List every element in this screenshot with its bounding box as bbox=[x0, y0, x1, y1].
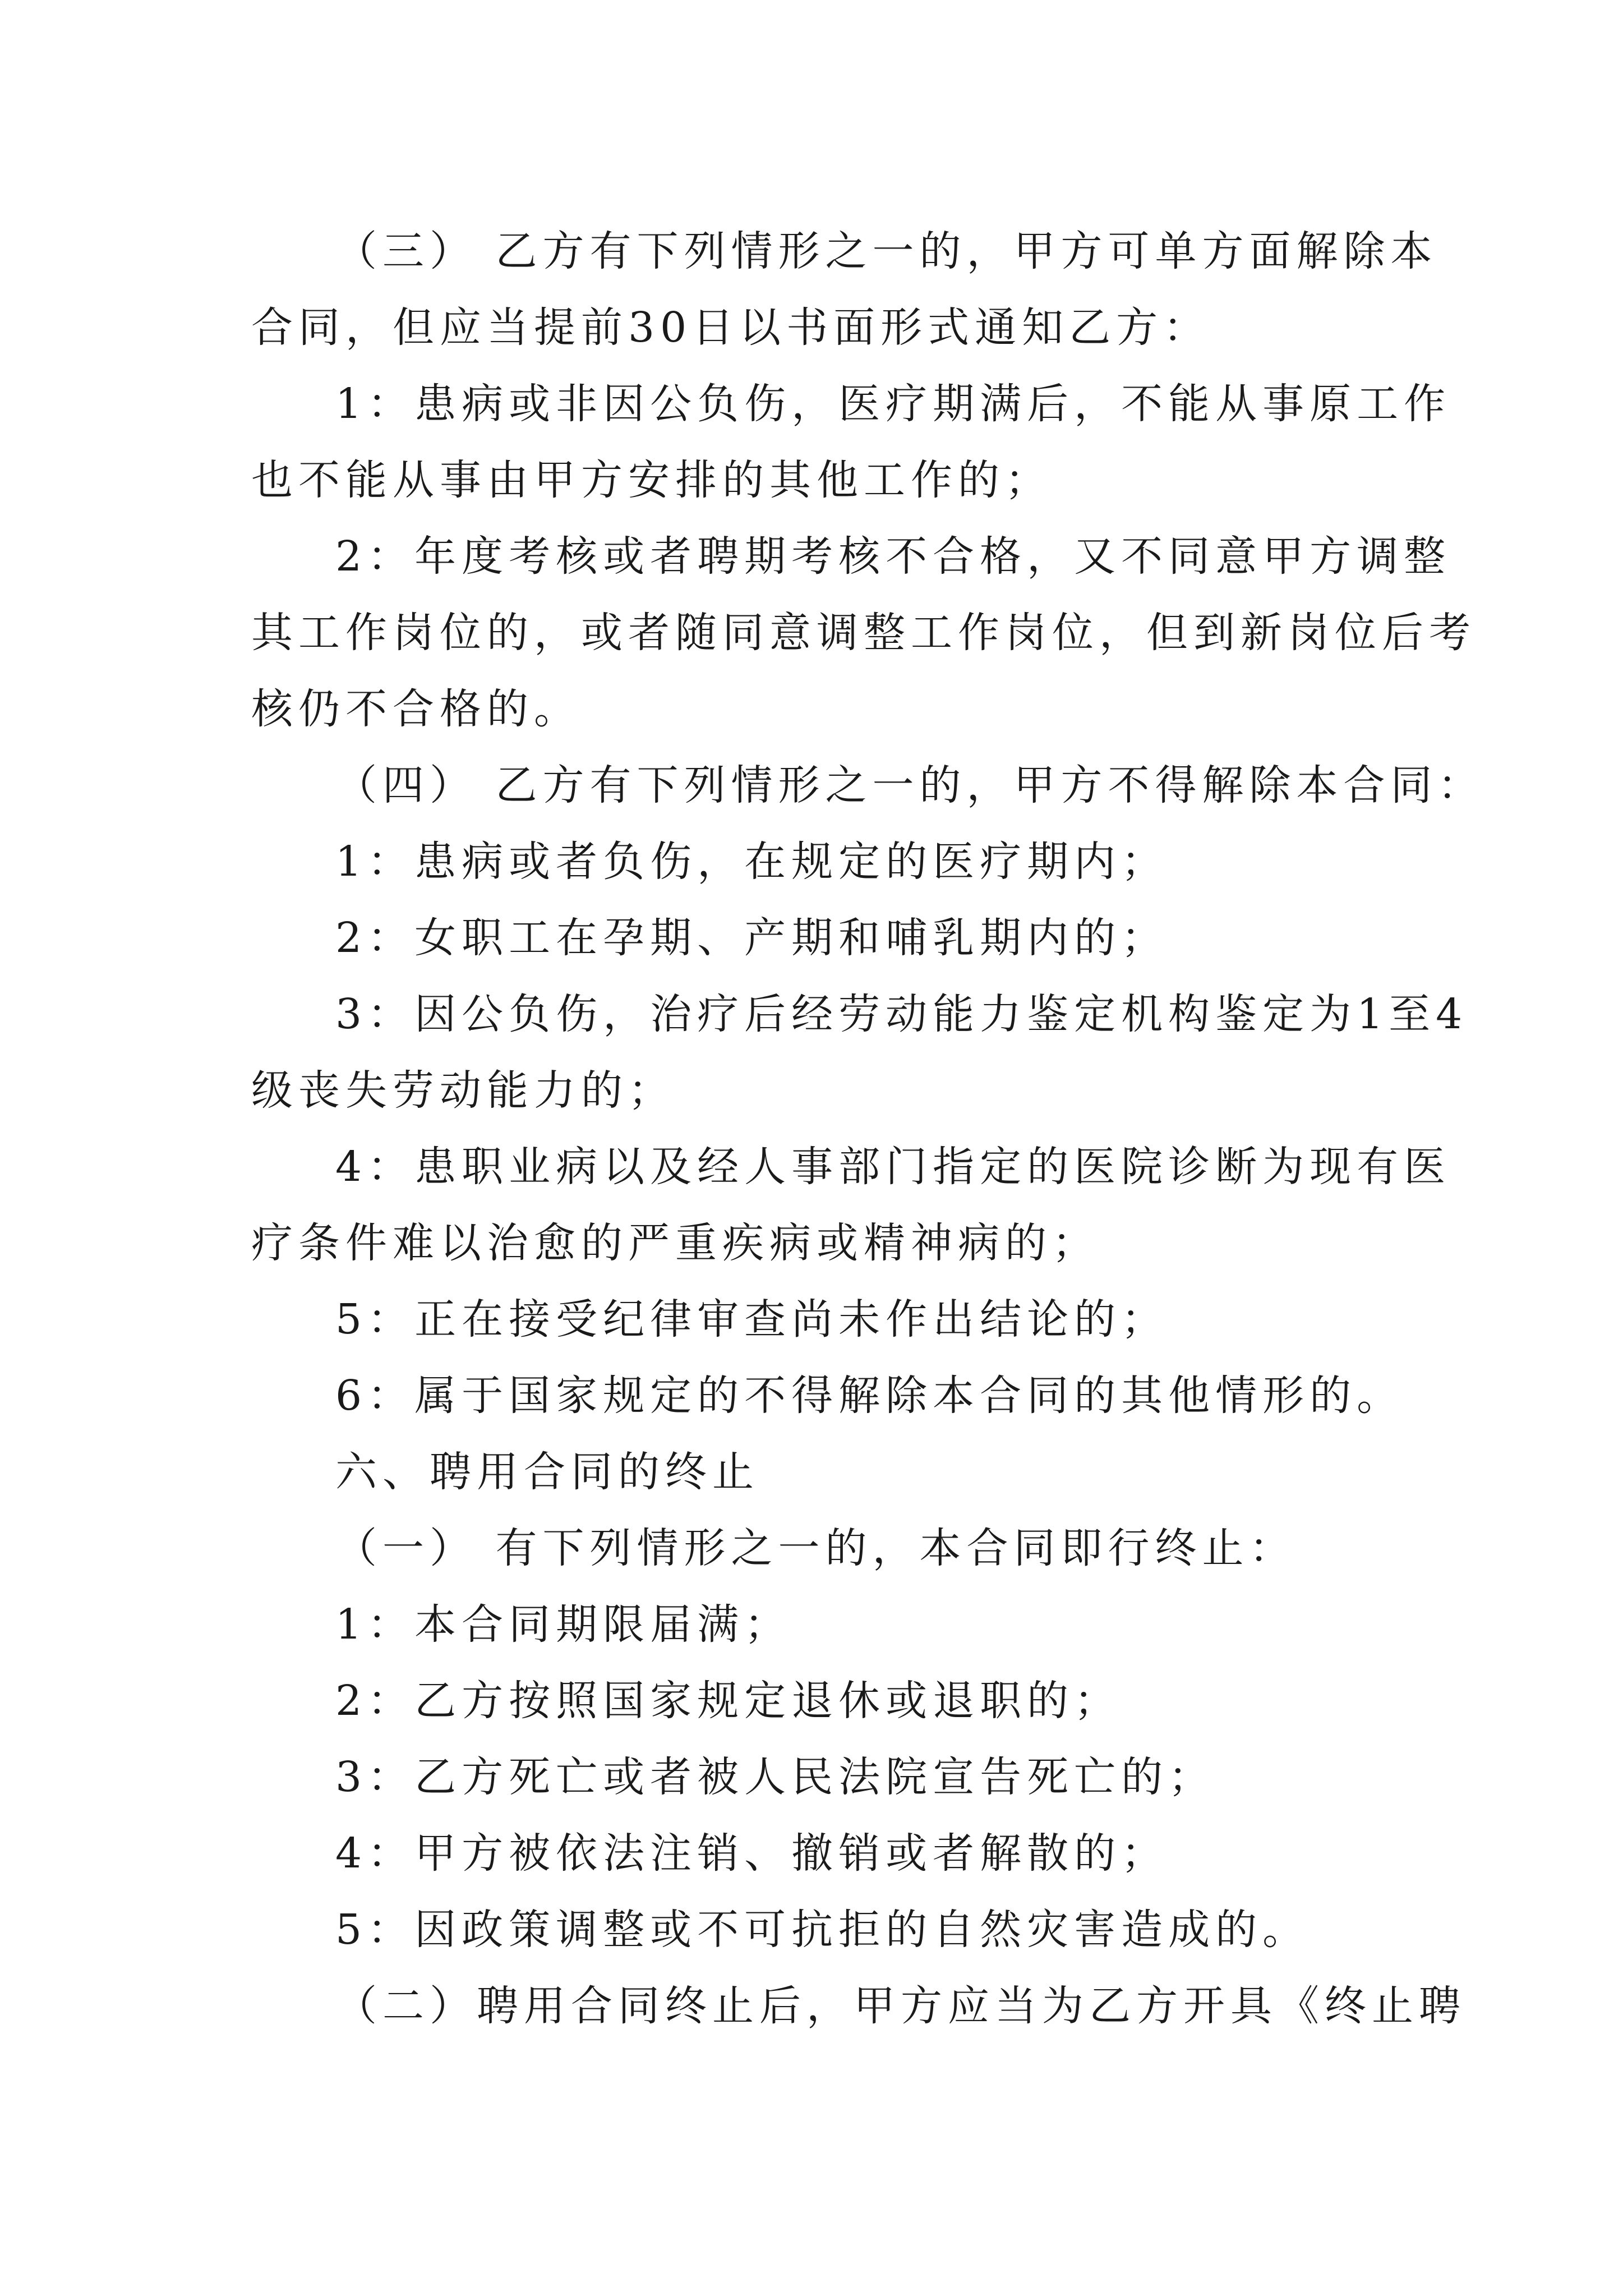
paragraph-line: 1：患病或者负伤，在规定的医疗期内； bbox=[335, 838, 1169, 886]
paragraph-line: 1：患病或非因公负伤，医疗期满后，不能从事原工作 bbox=[335, 380, 1451, 428]
paragraph-line: 4：患职业病以及经人事部门指定的医院诊断为现有医 bbox=[335, 1143, 1451, 1191]
paragraph-line: 2：女职工在孕期、产期和哺乳期内的； bbox=[335, 914, 1169, 962]
paragraph-line: 4：甲方被依法注销、撤销或者解散的； bbox=[335, 1829, 1169, 1878]
paragraph-line: 疗条件难以治愈的严重疾病或精神病的； bbox=[251, 1219, 1099, 1267]
paragraph-line: 5：因政策调整或不可抗拒的自然灾害造成的。 bbox=[335, 1906, 1310, 1954]
paragraph-line: 2：年度考核或者聘期考核不合格，又不同意甲方调整 bbox=[335, 532, 1451, 581]
paragraph-line: （四） 乙方有下列情形之一的，甲方不得解除本合同： bbox=[335, 761, 1485, 809]
paragraph-line: 5：正在接受纪律审查尚未作出结论的； bbox=[335, 1295, 1169, 1343]
paragraph-line: （二）聘用合同终止后，甲方应当为乙方开具《终止聘 bbox=[335, 1982, 1466, 2030]
paragraph-line: （三） 乙方有下列情形之一的，甲方可单方面解除本 bbox=[335, 227, 1438, 275]
paragraph-line: 级丧失劳动能力的； bbox=[251, 1066, 675, 1115]
paragraph-line: 2：乙方按照国家规定退休或退职的； bbox=[335, 1677, 1122, 1725]
paragraph-line: 6：属于国家规定的不得解除本合同的其他情形的。 bbox=[335, 1372, 1404, 1420]
paragraph-line: 合同，但应当提前30日以书面形式通知乙方： bbox=[251, 303, 1211, 352]
paragraph-line: 3：乙方死亡或者被人民法院宣告死亡的； bbox=[335, 1753, 1216, 1801]
paragraph-line: 其工作岗位的，或者随同意调整工作岗位，但到新岗位后考 bbox=[251, 609, 1476, 657]
paragraph-line: 3：因公负伤，治疗后经劳动能力鉴定机构鉴定为1至4 bbox=[335, 990, 1468, 1038]
paragraph-line: （一） 有下列情形之一的，本合同即行终止： bbox=[335, 1524, 1297, 1572]
document-body bbox=[251, 213, 1485, 2044]
paragraph-line: 1：本合同期限届满； bbox=[335, 1600, 792, 1649]
paragraph-line: 也不能从事由甲方安排的其他工作的； bbox=[251, 456, 1052, 504]
section-heading: 六、聘用合同的终止 bbox=[335, 1448, 759, 1496]
paragraph-line: 核仍不合格的。 bbox=[251, 685, 581, 733]
